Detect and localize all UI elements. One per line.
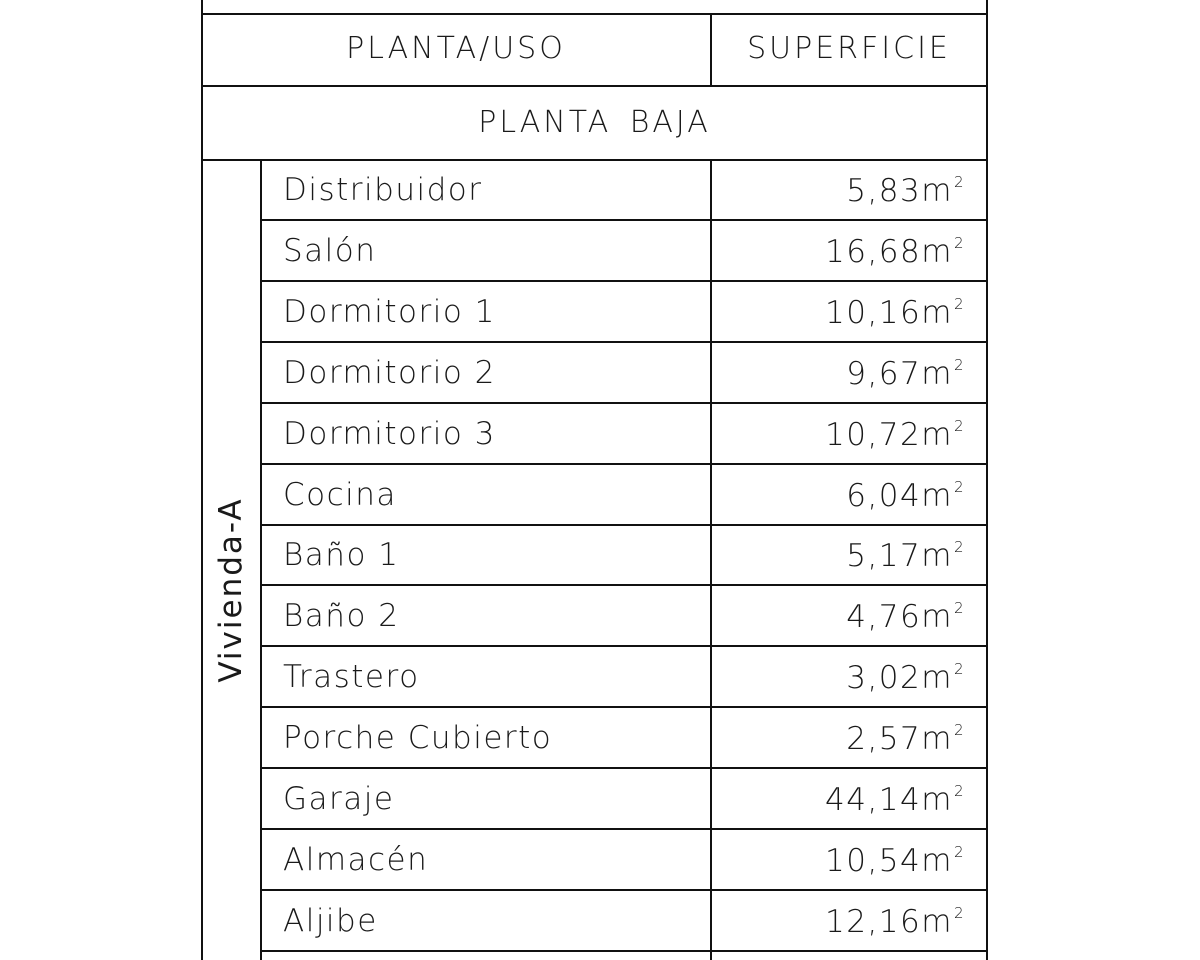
area-value: 2,57m [846,721,953,758]
row-divider [260,584,988,586]
row-divider [260,767,988,769]
area-unit-superscript: 2 [953,538,965,557]
room-name: Porche Cubierto [283,720,553,757]
table-border-right [986,0,988,960]
area-unit-superscript: 2 [953,782,965,800]
area-value: 4,76m [846,599,953,636]
room-name: Almacén [283,841,429,878]
group-label-vivienda-a: Vivienda-A [213,497,249,683]
area-value: 5,83m [846,173,953,209]
row-divider [260,524,988,526]
header-bottom-line [201,85,988,87]
room-name: Cocina [283,476,397,513]
row-divider [260,402,988,404]
section-bottom-line [201,159,988,161]
area-value: 5,17m [846,538,953,575]
area-value: 10,72m [825,416,953,453]
room-area [711,477,965,514]
room-area [711,294,965,331]
room-area [711,599,965,636]
room-area [711,721,965,758]
table-top-line [201,13,988,15]
room-name: Baño 1 [283,537,400,574]
area-unit-superscript: 2 [953,173,965,191]
area-unit-superscript: 2 [953,416,965,435]
row-divider [260,341,988,343]
row-divider [260,706,988,708]
row-divider [260,280,988,282]
area-value: 9,67m [846,355,953,392]
area-value: 16,68m [825,233,953,270]
room-name: Garaje [283,781,395,817]
row-divider [260,950,988,952]
area-unit-superscript: 2 [953,233,965,252]
area-unit-superscript: 2 [953,903,965,922]
room-area [711,903,965,940]
room-area [711,784,965,816]
area-unit-superscript: 2 [953,599,965,618]
area-unit-superscript: 2 [953,721,965,740]
room-area [711,842,965,879]
row-divider [260,828,988,830]
room-name: Dormitorio 2 [283,354,496,391]
section-planta-baja: PLANTA BAJA [478,105,711,140]
room-name: Trastero [283,659,420,696]
row-divider [260,645,988,647]
room-area [711,660,965,697]
room-area [711,416,965,453]
area-value: 10,54m [825,842,953,879]
room-name: Dormitorio 3 [283,415,496,452]
area-unit-superscript: 2 [953,842,965,861]
row-divider [260,219,988,221]
table-border-left [201,0,203,960]
header-superficie: SUPERFICIE [747,31,951,66]
room-area [711,355,965,392]
room-name: Salón [283,232,377,269]
row-divider [260,463,988,465]
room-area [711,175,965,207]
area-value: 12,16m [825,903,953,940]
area-value: 3,02m [846,660,953,697]
area-value: 10,16m [825,294,953,331]
area-unit-superscript: 2 [953,355,965,374]
header-planta-uso: PLANTA/USO [346,31,566,66]
room-area [711,233,965,270]
area-value: 44,14m [825,782,953,818]
room-name: Baño 2 [283,598,400,635]
row-divider [260,889,988,891]
room-name: Aljibe [283,902,378,939]
room-name: Distribuidor [283,172,483,208]
area-value: 6,04m [846,477,953,514]
room-area [711,538,965,575]
area-unit-superscript: 2 [953,294,965,313]
area-unit-superscript: 2 [953,477,965,496]
area-unit-superscript: 2 [953,660,965,679]
room-name: Dormitorio 1 [283,293,496,330]
